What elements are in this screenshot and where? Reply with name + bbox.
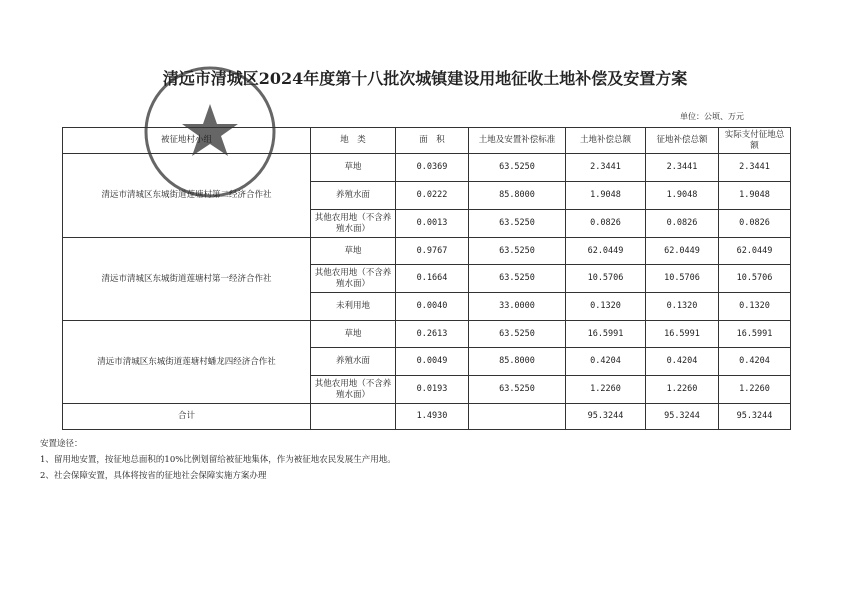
comp-total: 0.0826 (646, 210, 719, 238)
standard: 63.5250 (469, 376, 566, 404)
comp-total: 2.3441 (646, 154, 719, 182)
comp-total: 0.4204 (646, 348, 719, 376)
land-type: 草地 (311, 321, 396, 348)
land-type: 养殖水面 (311, 348, 396, 376)
standard: 85.8000 (469, 182, 566, 210)
total-label: 合计 (63, 404, 311, 430)
land-total: 1.9048 (566, 182, 646, 210)
document-title: 清远市清城区2024年度第十八批次城镇建设用地征收土地补偿及安置方案 (162, 69, 688, 88)
total-land: 95.3244 (566, 404, 646, 430)
paid-total: 62.0449 (719, 238, 791, 265)
comp-total: 0.1320 (646, 293, 719, 321)
area: 0.0222 (396, 182, 469, 210)
table-header (63, 128, 791, 154)
land-total: 0.0826 (566, 210, 646, 238)
land-type: 草地 (311, 238, 396, 265)
total-paid: 95.3244 (719, 404, 791, 430)
land-total: 1.2260 (566, 376, 646, 404)
unit-label: 单位：公顷、万元 (680, 112, 744, 121)
paid-total: 0.1320 (719, 293, 791, 321)
village-group-name: 清远市清城区东城街道莲塘村蟠龙四经济合作社 (63, 321, 311, 404)
area: 0.0040 (396, 293, 469, 321)
comp-total: 16.5991 (646, 321, 719, 348)
village-group-name: 清远市清城区东城街道莲塘村第一经济合作社 (63, 238, 311, 321)
column-header: 面 积 (396, 128, 469, 154)
land-total: 62.0449 (566, 238, 646, 265)
land-type: 未利用地 (311, 293, 396, 321)
land-total: 0.1320 (566, 293, 646, 321)
land-type: 草地 (311, 154, 396, 182)
paid-total: 0.4204 (719, 348, 791, 376)
land-total: 10.5706 (566, 265, 646, 293)
total-row (63, 404, 791, 430)
paid-total: 2.3441 (719, 154, 791, 182)
village-group-name: 清远市清城区东城街道莲塘村第二经济合作社 (63, 154, 311, 238)
column-header: 土地及安置补偿标准 (469, 128, 566, 154)
land-total: 2.3441 (566, 154, 646, 182)
land-type: 养殖水面 (311, 182, 396, 210)
column-header: 土地补偿总额 (566, 128, 646, 154)
column-header: 实际支付征地总额 (719, 128, 791, 154)
column-header: 地 类 (311, 128, 396, 154)
standard: 63.5250 (469, 238, 566, 265)
note-item: 1、留用地安置，按征地总面积的10%比例划留给被征地集体，作为被征地农民发展生产用地。 (40, 455, 396, 465)
table-row (63, 321, 791, 348)
empty-cell (311, 404, 396, 430)
area: 0.0013 (396, 210, 469, 238)
paid-total: 10.5706 (719, 265, 791, 293)
compensation-table (62, 127, 791, 430)
comp-total: 62.0449 (646, 238, 719, 265)
standard: 63.5250 (469, 265, 566, 293)
area: 0.0369 (396, 154, 469, 182)
land-type: 其他农用地（不含养殖水面） (311, 376, 396, 404)
empty-cell (469, 404, 566, 430)
table-row (63, 154, 791, 182)
paid-total: 1.9048 (719, 182, 791, 210)
paid-total: 1.2260 (719, 376, 791, 404)
land-total: 0.4204 (566, 348, 646, 376)
paid-total: 0.0826 (719, 210, 791, 238)
area: 0.2613 (396, 321, 469, 348)
column-header: 征地补偿总额 (646, 128, 719, 154)
standard: 33.0000 (469, 293, 566, 321)
notes-heading: 安置途径： (40, 439, 83, 449)
land-type: 其他农用地（不含养殖水面） (311, 210, 396, 238)
area: 0.9767 (396, 238, 469, 265)
note-item: 2、社会保障安置，具体将按省的征地社会保障实施方案办理 (40, 471, 267, 481)
standard: 63.5250 (469, 210, 566, 238)
area: 0.1664 (396, 265, 469, 293)
total-area: 1.4930 (396, 404, 469, 430)
land-total: 16.5991 (566, 321, 646, 348)
table-row (63, 238, 791, 265)
comp-total: 1.9048 (646, 182, 719, 210)
standard: 63.5250 (469, 321, 566, 348)
comp-total: 1.2260 (646, 376, 719, 404)
total-comp: 95.3244 (646, 404, 719, 430)
standard: 85.8000 (469, 348, 566, 376)
comp-total: 10.5706 (646, 265, 719, 293)
area: 0.0193 (396, 376, 469, 404)
area: 0.0049 (396, 348, 469, 376)
standard: 63.5250 (469, 154, 566, 182)
resettlement-notes (40, 436, 396, 484)
paid-total: 16.5991 (719, 321, 791, 348)
land-type: 其他农用地（不含养殖水面） (311, 265, 396, 293)
column-header: 被征地村小组 (63, 128, 311, 154)
